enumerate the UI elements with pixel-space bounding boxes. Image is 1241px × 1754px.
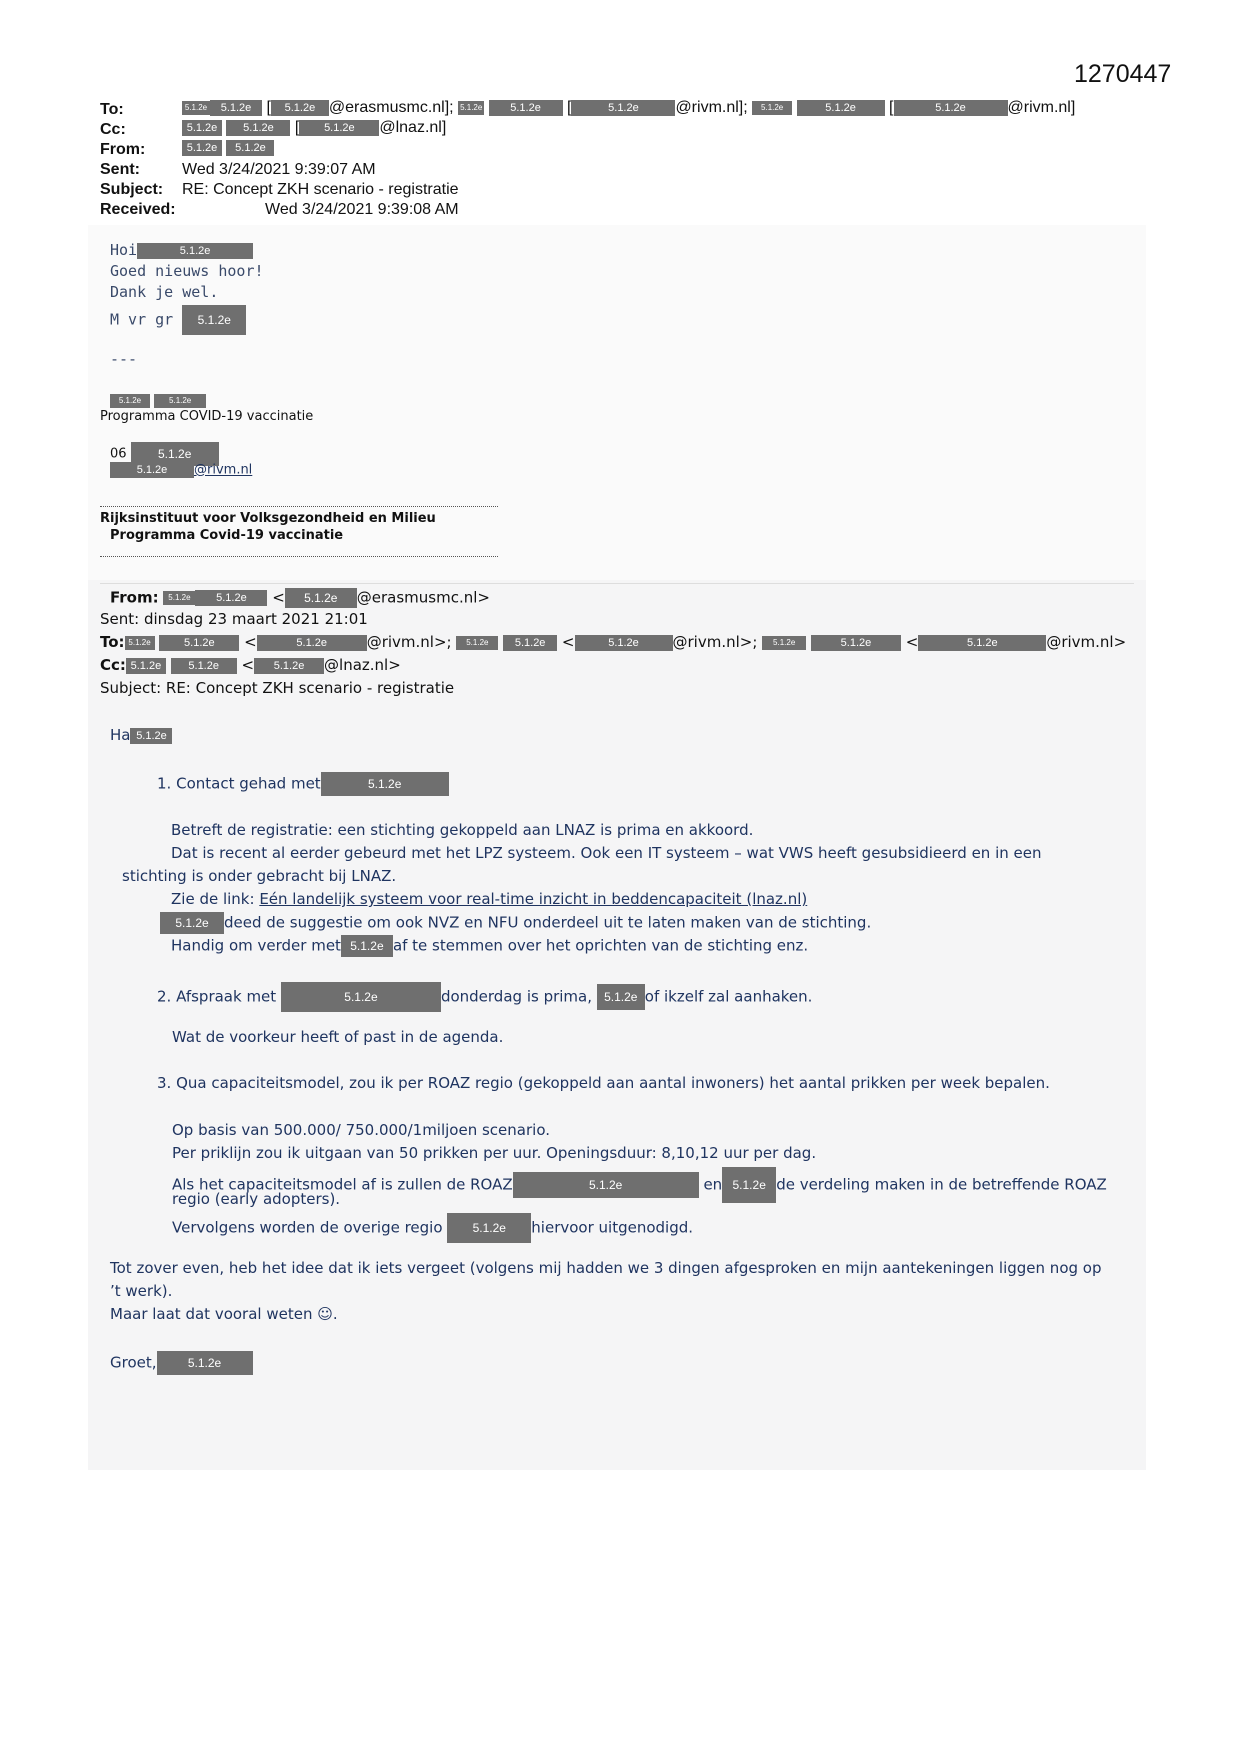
item-number: 2. (157, 987, 172, 1006)
para-2: Wat de voorkeur heeft of past in de agenda. (172, 1028, 504, 1046)
orig-sent: Sent: dinsdag 23 maart 2021 21:01 (100, 610, 368, 628)
body-groet (110, 1351, 253, 1375)
redaction-box: 5.1.2e (160, 912, 224, 934)
redaction-box: 5.1.2e (226, 120, 290, 136)
phone-prefix: 06 (110, 446, 127, 462)
redaction-box: 5.1.2e (182, 305, 246, 335)
redaction-box: 5.1.2e (226, 140, 274, 156)
redaction-box: 5.1.2e (159, 635, 239, 651)
reply-dashes: --- (110, 350, 138, 368)
redaction-box: 5.1.2e (597, 984, 645, 1010)
dotted-divider (100, 556, 498, 557)
body-greeting (110, 726, 172, 744)
greeting-text: Ha (110, 726, 131, 744)
orig-cc (100, 656, 401, 674)
bracket-text: [ (266, 99, 271, 116)
subject-label: Subject: (100, 181, 164, 198)
item-number: 3. (157, 1074, 172, 1092)
item-text: Contact gehad met (176, 774, 321, 793)
redaction-box: 5.1.2e (762, 636, 806, 650)
bracket-text: [ (294, 119, 300, 136)
para-text: Handig om verder met (171, 936, 341, 955)
redaction-box: 5.1.2e (110, 462, 194, 478)
subject-value: RE: Concept ZKH scenario - registratie (182, 181, 459, 198)
redaction-box: 5.1.2e (571, 100, 675, 116)
to-recipients (182, 99, 1075, 117)
redaction-box: 5.1.2e (125, 636, 155, 650)
angle-bracket: < (561, 633, 575, 651)
redaction-box: 5.1.2e (458, 101, 484, 115)
signature-program: Programma COVID-19 vaccinatie (100, 409, 314, 424)
closing-2: ’t werk). (110, 1282, 173, 1300)
cc-label: Cc: (100, 121, 126, 138)
orig-to (100, 633, 1126, 651)
signature-org-program: Programma Covid-19 vaccinatie (110, 528, 344, 543)
cc-domain: @lnaz.nl] (379, 119, 447, 136)
para-1a: Betreft de registratie: een stichting gekoppeld aan LNAZ is prima en akkoord. (171, 821, 754, 839)
redaction-box: 5.1.2e (811, 635, 901, 651)
received-value: Wed 3/24/2021 9:39:08 AM (265, 201, 459, 218)
redaction-box: 5.1.2e (163, 591, 195, 605)
redaction-box: 5.1.2e (131, 442, 219, 466)
from-label: From: (100, 141, 146, 158)
closing-text: M vr gr (110, 310, 174, 329)
para-text: de verdeling maken in de betreffende ROAZ (776, 1175, 1107, 1194)
reply-line-4 (110, 305, 246, 335)
redaction-box: 5.1.2e (321, 772, 449, 796)
redaction-box: 5.1.2e (918, 635, 1046, 651)
redaction-box: 5.1.2e (722, 1167, 776, 1203)
from-sender (182, 139, 274, 157)
cc-domain: @lnaz.nl> (324, 656, 401, 674)
document-id: 1270447 (1074, 60, 1172, 88)
signature-email[interactable] (110, 462, 252, 478)
redaction-box: 5.1.2e (456, 636, 498, 650)
redaction-box: 5.1.2e (210, 100, 262, 116)
redaction-box: 5.1.2e (271, 100, 329, 116)
sent-label: Sent: (100, 161, 140, 178)
redaction-box: 5.1.2e (182, 101, 210, 115)
dotted-divider (100, 506, 498, 507)
item-number: 1. (157, 774, 172, 793)
item-text: Qua capaciteitsmodel, zou ik per ROAZ regio (gekoppeld aan aantal inwoners) het aantal prikken per week bepalen. (176, 1074, 1050, 1092)
redaction-box: 5.1.2e (182, 140, 222, 156)
bracket-text: [ (889, 99, 894, 116)
from-label: From: (110, 588, 159, 607)
angle-bracket: < (244, 633, 257, 651)
from-domain: @erasmusmc.nl> (356, 588, 490, 607)
para-text: hiervoor uitgenodigd. (531, 1218, 694, 1237)
orig-subject: Subject: RE: Concept ZKH scenario - registratie (100, 679, 455, 697)
cc-label: Cc: (100, 656, 126, 674)
closing-1: Tot zover even, heb het idee dat ik iets vergeet (volgens mij hadden we 3 dingen afgesproken en mijn aantekeningen liggen nog op (110, 1259, 1102, 1277)
redaction-box: 5.1.2e (257, 635, 367, 651)
para-3e (172, 1213, 693, 1243)
redaction-box: 5.1.2e (126, 658, 166, 674)
para-text: af te stemmen over het oprichten van de stichting enz. (392, 936, 809, 955)
para-1e (160, 912, 871, 934)
to-domain-3: @rivm.nl] (1007, 99, 1076, 116)
redaction-box: 5.1.2e (341, 935, 393, 957)
redaction-box: 5.1.2e (195, 590, 267, 606)
para-text: en (703, 1175, 723, 1194)
redaction-box: 5.1.2e (797, 100, 885, 116)
item-3 (157, 1074, 1050, 1092)
redaction-box: 5.1.2e (157, 1351, 253, 1375)
reply-line-3: Dank je wel. (110, 283, 219, 301)
to-domain-1: @erasmusmc.nl]; (328, 99, 454, 116)
reply-line-1 (110, 241, 253, 259)
redaction-box: 5.1.2e (489, 100, 563, 116)
groet-text: Groet, (110, 1353, 157, 1372)
to-label: To: (100, 633, 125, 651)
redaction-box: 5.1.2e (182, 120, 222, 136)
bracket-text: [ (566, 99, 572, 116)
email-link[interactable]: @rivm.nl (194, 462, 253, 478)
angle-bracket: < (241, 656, 255, 674)
item-text: donderdag is prima, (440, 987, 592, 1006)
received-label: Received: (100, 201, 176, 218)
sent-value: Wed 3/24/2021 9:39:07 AM (182, 161, 376, 178)
redaction-box: 5.1.2e (503, 635, 557, 651)
para-1f (171, 935, 808, 957)
to-domain-2: @rivm.nl>; (672, 633, 758, 651)
para-3a: Op basis van 500.000/ 750.000/1miljoen scenario. (172, 1121, 550, 1139)
para-1d (171, 890, 807, 908)
item-text: Afspraak met (176, 987, 277, 1006)
redaction-box: 5.1.2e (110, 394, 150, 408)
para-3d: regio (early adopters). (172, 1190, 341, 1208)
to-domain-1: @rivm.nl>; (366, 633, 452, 651)
signature-org: Rijksinstituut voor Volksgezondheid en Milieu (100, 511, 436, 526)
orig-from (110, 588, 490, 608)
lnaz-link[interactable]: Eén landelijk systeem voor real-time inzicht in beddencapaciteit (lnaz.nl) (259, 890, 808, 908)
redaction-box: 5.1.2e (254, 658, 324, 674)
redaction-box: 5.1.2e (575, 635, 673, 651)
to-domain-2: @rivm.nl]; (675, 99, 748, 116)
signature-name (110, 393, 206, 408)
para-text: deed de suggestie om ook NVZ en NFU onderdeel uit te laten maken van de stichting. (224, 913, 872, 932)
redaction-box: 5.1.2e (752, 101, 792, 115)
link-prefix: Zie de link: (171, 890, 260, 908)
closing-3: Maar laat dat vooral weten ☺. (110, 1305, 338, 1323)
redaction-box: 5.1.2e (894, 100, 1008, 116)
cc-recipients (182, 119, 446, 137)
redaction-box: 5.1.2e (130, 728, 172, 744)
redaction-box: 5.1.2e (513, 1172, 699, 1198)
original-message-background (88, 580, 1146, 1470)
redaction-box: 5.1.2e (137, 243, 253, 259)
redaction-box: 5.1.2e (154, 394, 206, 408)
reply-line-2: Goed nieuws hoor! (110, 262, 264, 280)
redaction-box: 5.1.2e (171, 658, 237, 674)
para-text: Vervolgens worden de overige regio (172, 1218, 443, 1237)
message-separator (100, 583, 1134, 584)
para-text: Als het capaciteitsmodel af is zullen de ROAZ (172, 1175, 513, 1194)
item-2 (157, 982, 812, 1012)
redaction-box: 5.1.2e (299, 120, 379, 136)
angle-bracket: < (905, 633, 919, 651)
redaction-box: 5.1.2e (281, 982, 441, 1012)
redaction-box: 5.1.2e (285, 588, 357, 608)
item-1 (157, 772, 449, 796)
angle-bracket: < (272, 588, 285, 607)
redaction-box: 5.1.2e (447, 1213, 531, 1243)
item-text: of ikzelf zal aanhaken. (644, 987, 813, 1006)
para-1b: Dat is recent al eerder gebeurd met het LPZ systeem. Ook een IT systeem – wat VWS heeft gesubsidieerd en in een (171, 844, 1042, 862)
to-label: To: (100, 101, 124, 118)
para-1c: stichting is onder gebracht bij LNAZ. (122, 867, 397, 885)
to-domain-3: @rivm.nl> (1046, 633, 1127, 651)
para-3b: Per priklijn zou ik uitgaan van 50 prikken per uur. Openingsduur: 8,10,12 uur per dag. (172, 1144, 817, 1162)
greeting-text: Hoi (110, 241, 138, 259)
